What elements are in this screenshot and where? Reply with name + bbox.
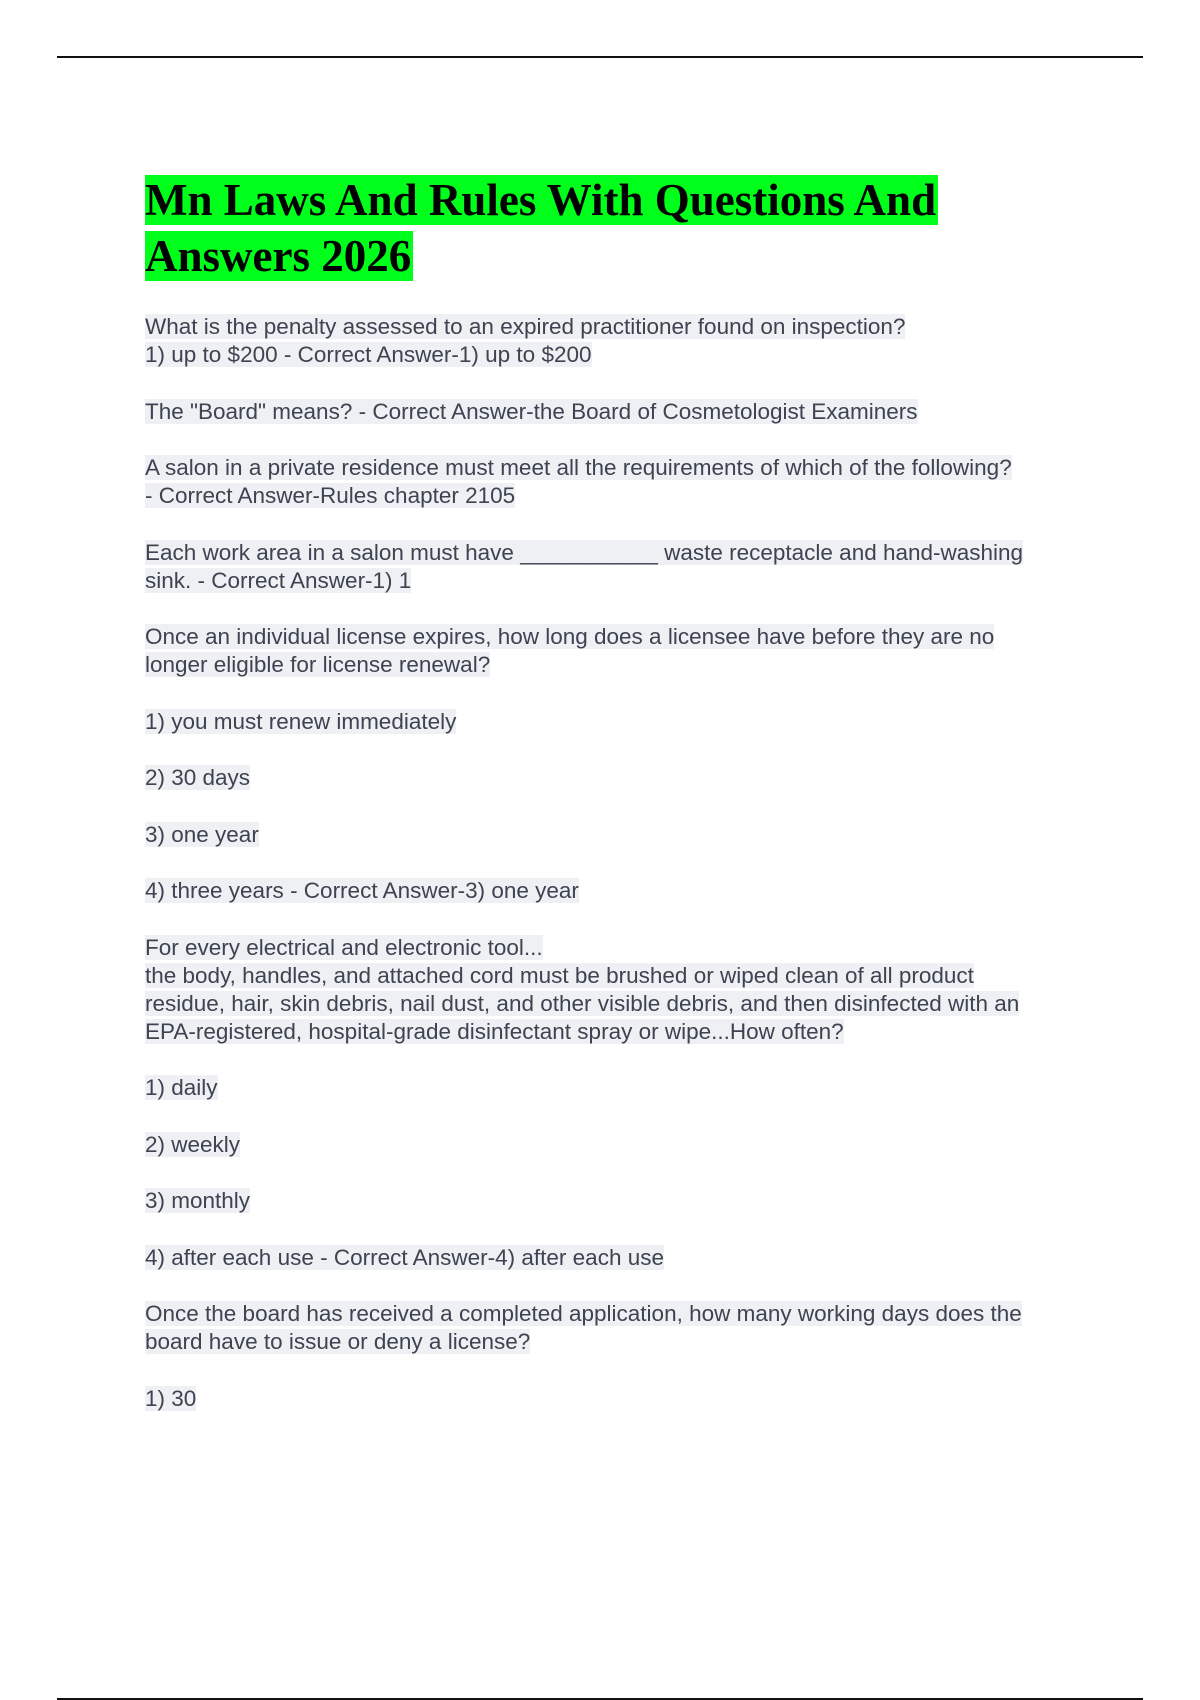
qa-block <box>145 1385 1095 1413</box>
text-line <box>145 539 1095 567</box>
text-line-content: EPA-registered, hospital-grade disinfectant spray or wipe...How often? <box>145 1018 844 1044</box>
text-line <box>145 1131 1095 1159</box>
text-line-content: 2) weekly <box>145 1131 241 1157</box>
text-line-content: board have to issue or deny a license? <box>145 1329 531 1354</box>
text-line-content: Once the board has received a completed application, how many working days does the <box>145 1301 1022 1326</box>
qa-block <box>145 708 1095 736</box>
text-line <box>145 708 1095 736</box>
text-line <box>145 651 1095 679</box>
document-title <box>145 172 1065 284</box>
text-line-content: Once an individual license expires, how long does a licensee have before they are no <box>145 624 995 649</box>
text-line <box>145 962 1095 990</box>
text-line <box>145 1385 1095 1413</box>
text-line-content: 3) one year <box>145 821 259 847</box>
text-line-content: The "Board" means? - Correct Answer-the Board of Cosmetologist Examiners <box>145 398 918 424</box>
text-line <box>145 1187 1095 1215</box>
text-line-content: - Correct Answer-Rules chapter 2105 <box>145 483 516 508</box>
text-line <box>145 313 1095 341</box>
qa-block <box>145 539 1095 595</box>
text-line-content: 1) daily <box>145 1075 218 1100</box>
text-line <box>145 454 1095 482</box>
qa-block <box>145 1187 1095 1215</box>
text-line-content: For every electrical and electronic tool... <box>145 934 543 960</box>
text-line <box>145 567 1095 595</box>
text-line-content: 1) up to $200 - Correct Answer-1) up to $200 <box>145 342 592 367</box>
top-rule <box>57 56 1143 58</box>
qa-block <box>145 934 1095 1046</box>
qa-block <box>145 1131 1095 1159</box>
text-line <box>145 623 1095 651</box>
text-line <box>145 1300 1095 1328</box>
text-line <box>145 1018 1095 1046</box>
text-line <box>145 341 1095 369</box>
qa-block <box>145 1074 1095 1102</box>
qa-block <box>145 454 1095 510</box>
title-line-1: Mn Laws And Rules With Questions And <box>145 175 937 225</box>
text-line <box>145 482 1095 510</box>
text-line <box>145 990 1095 1018</box>
qa-block <box>145 313 1095 369</box>
qa-block <box>145 1300 1095 1356</box>
text-line <box>145 1328 1095 1356</box>
text-line-content: 2) 30 days <box>145 765 251 790</box>
text-line <box>145 764 1095 792</box>
text-line-content: 1) you must renew immediately <box>145 708 457 734</box>
text-line-content: residue, hair, skin debris, nail dust, and other visible debris, and then disinfected with an <box>145 990 1020 1016</box>
text-line <box>145 1074 1095 1102</box>
qa-block <box>145 398 1095 426</box>
text-line-content: A salon in a private residence must meet all the requirements of which of the following? <box>145 455 1012 480</box>
text-line-content: 4) three years - Correct Answer-3) one year <box>145 878 579 903</box>
qa-content <box>145 313 1095 1441</box>
qa-block <box>145 821 1095 849</box>
text-line-content: longer eligible for license renewal? <box>145 652 491 677</box>
text-line-content: 3) monthly <box>145 1188 251 1213</box>
qa-block <box>145 764 1095 792</box>
text-line-content: the body, handles, and attached cord must be brushed or wiped clean of all product <box>145 962 974 988</box>
text-line <box>145 398 1095 426</box>
qa-block <box>145 623 1095 679</box>
text-line <box>145 934 1095 962</box>
text-line-content: 1) 30 <box>145 1385 197 1411</box>
text-line <box>145 1244 1095 1272</box>
text-line-content: 4) after each use - Correct Answer-4) after each use <box>145 1244 664 1270</box>
qa-block <box>145 1244 1095 1272</box>
text-line-content: What is the penalty assessed to an expired practitioner found on inspection? <box>145 314 906 339</box>
text-line <box>145 821 1095 849</box>
title-line-2: Answers 2026 <box>145 231 412 281</box>
text-line-content: sink. - Correct Answer-1) 1 <box>145 567 412 593</box>
text-line-content: Each work area in a salon must have ___________ waste receptacle and hand-washing <box>145 539 1024 565</box>
text-line <box>145 877 1095 905</box>
qa-block <box>145 877 1095 905</box>
